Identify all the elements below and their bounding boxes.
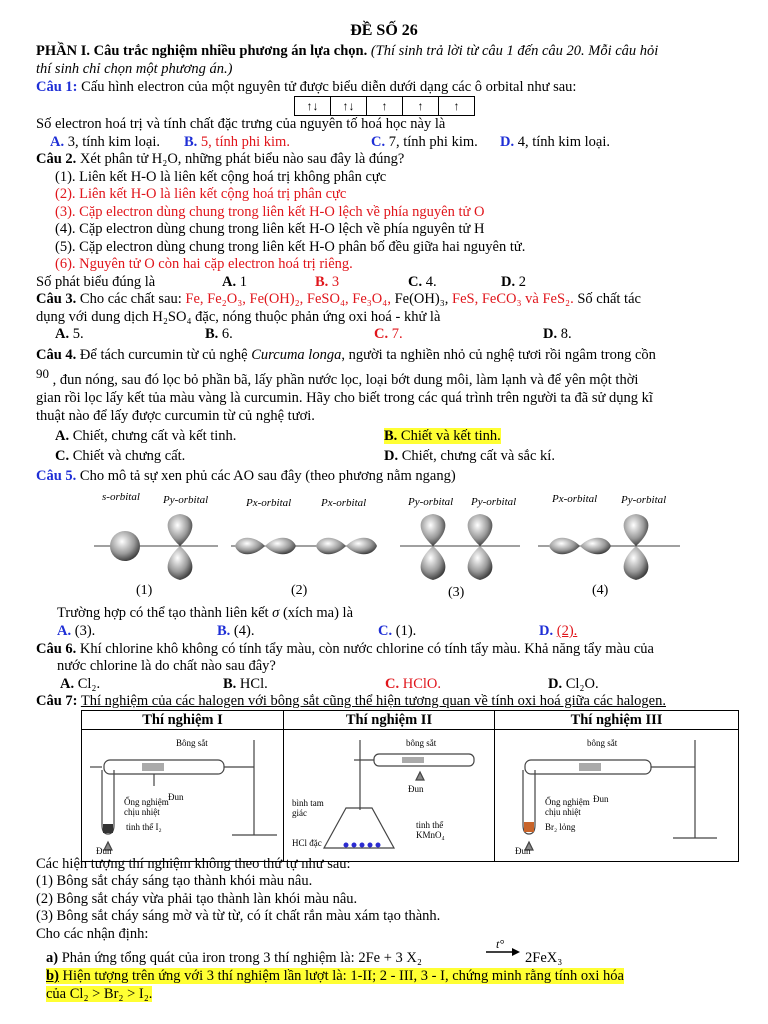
q4-option-a[interactable]: A. Chiết, chưng cất và kết tinh. bbox=[55, 428, 237, 444]
reaction-product: 2FeX₃ bbox=[525, 950, 563, 966]
q3-line2: dụng với dung dịch H₂SO₄ đặc, nóng thuộc phản ứng oxi hoá - khử là bbox=[36, 309, 441, 325]
q6-option-a[interactable]: A. Cl₂. bbox=[60, 676, 101, 692]
q5-option-b[interactable]: B. (4). bbox=[217, 623, 255, 639]
q6-option-c[interactable]: C. HClO. bbox=[385, 676, 442, 692]
case-label: (3) bbox=[448, 585, 465, 600]
overlap-case-3 bbox=[421, 514, 493, 580]
q3-chem: Fe(OH)₃, bbox=[394, 291, 449, 307]
svg-text:giác: giác bbox=[292, 808, 307, 818]
q6-option-b[interactable]: B. HCl. bbox=[223, 676, 268, 692]
claim-b-cont: của Cl₂ > Br₂ > I₂. bbox=[46, 986, 153, 1002]
claim-b: b) Hiện tượng trên ứng với 3 thí nghiệm lần lượt là: 1-II; 2 - III, 3 - I, chứng minh rằng tính oxi hóa bbox=[46, 968, 624, 984]
orbital-label: Py-orbital bbox=[471, 496, 517, 508]
q5-option-d[interactable]: D. (2). bbox=[539, 623, 578, 639]
svg-text:Đun: Đun bbox=[96, 846, 112, 856]
q2-item: (1). Liên kết H-O là liên kết cộng hoá trị không phân cực bbox=[55, 169, 387, 185]
page-title: ĐỀ SỐ 26 bbox=[350, 22, 418, 39]
q2-option-a[interactable]: A. 1 bbox=[222, 274, 247, 290]
experiment-header: Thí nghiệm III bbox=[495, 711, 739, 730]
q2-item: (2). Liên kết H-O là liên kết cộng hoá trị phân cực bbox=[55, 186, 347, 202]
overlap-case-1 bbox=[110, 514, 192, 580]
q4-line4: thuật nào để lấy được curcumin từ củ nghệ tươi. bbox=[36, 408, 315, 424]
q6-line1: Câu 6. Khí chlorine khô không có tính tẩy màu, còn nước chlorine có tính tẩy màu. Khả năng tẩy màu của bbox=[36, 641, 654, 657]
orbital-label: Py-orbital bbox=[408, 496, 454, 508]
q3-option-b[interactable]: B. 6. bbox=[205, 326, 233, 342]
q5-stem: Trường hợp có thể tạo thành liên kết σ (xích ma) là bbox=[57, 605, 354, 621]
orbital-box: ↑ bbox=[453, 99, 460, 113]
q1-option-c[interactable]: C. 7, tính phi kim. bbox=[371, 134, 478, 150]
svg-text:Đun: Đun bbox=[593, 794, 609, 804]
q1-option-a[interactable]: A. 3, tính kim loại. bbox=[50, 134, 160, 150]
q2-option-b[interactable]: B. 3 bbox=[315, 274, 340, 290]
q2-item: (3). Cặp electron dùng chung trong liên kết H-O lệch về phía nguyên tử O bbox=[55, 204, 485, 220]
q1-option-d[interactable]: D. 4, tính kim loại. bbox=[500, 134, 610, 150]
orbital-diagram bbox=[294, 96, 475, 116]
svg-text:Ống nghiệm: Ống nghiệm bbox=[545, 797, 590, 807]
q3-option-d[interactable]: D. 8. bbox=[543, 326, 572, 342]
phenomenon-item: (3) Bông sắt cháy sáng mờ và từ từ, có ít chất rắn màu xám tạo thành. bbox=[36, 908, 441, 924]
phenomenon-item: (2) Bông sắt cháy vừa phải tạo thành làn khói màu nâu. bbox=[36, 891, 358, 907]
experiment-2-figure bbox=[284, 730, 495, 862]
q3-option-a[interactable]: A. 5. bbox=[55, 326, 84, 342]
experiment-1-figure bbox=[82, 730, 284, 862]
svg-text:bông sắt: bông sắt bbox=[406, 738, 437, 748]
case-label: (4) bbox=[592, 583, 609, 598]
svg-text:KMnO₄: KMnO₄ bbox=[416, 830, 445, 840]
experiment-header: Thí nghiệm I bbox=[82, 711, 284, 730]
q7-line: Câu 7: Thí nghiệm của các halogen với bông sắt cũng thể hiện tương quan về tính oxi hoá giữa các halogen. bbox=[36, 693, 666, 709]
phenomenon-item: (1) Bông sắt cháy sáng tạo thành khói màu nâu. bbox=[36, 873, 313, 889]
part1-label: PHẦN I. Câu trắc nghiệm nhiều phương án lựa chọn. bbox=[36, 43, 368, 59]
q1-label: Câu 1: bbox=[36, 79, 78, 95]
svg-text:Đun: Đun bbox=[168, 792, 184, 802]
svg-text:Bông sắt: Bông sắt bbox=[176, 738, 208, 748]
q5-option-c[interactable]: C. (1). bbox=[378, 623, 417, 639]
q3-chems-2: FeS, FeCO₃ và FeS₂. bbox=[452, 291, 574, 307]
overlap-case-4 bbox=[549, 514, 648, 580]
svg-text:bình tam: bình tam bbox=[292, 798, 324, 808]
q2-line bbox=[36, 151, 404, 168]
svg-text:tinh thể I₂: tinh thể I₂ bbox=[126, 822, 162, 832]
q2-item: (4). Cặp electron dùng chung trong liên kết H-O lệch về phía nguyên tử H bbox=[55, 221, 485, 237]
orbital-label: Py-orbital bbox=[163, 494, 209, 506]
orbital-label: Px-orbital bbox=[552, 493, 598, 505]
svg-text:Đun: Đun bbox=[408, 784, 424, 794]
orbital-box: ↑ bbox=[367, 97, 403, 115]
case-label: (2) bbox=[291, 583, 308, 598]
orbital-label: s-orbital bbox=[102, 491, 140, 503]
svg-text:Ống nghiệm: Ống nghiệm bbox=[124, 797, 169, 807]
apparatus-2-diagram bbox=[284, 730, 494, 856]
q1-stem: Số electron hoá trị và tính chất đặc trưng của nguyên tố hoá học này là bbox=[36, 116, 446, 132]
q1-text: Cấu hình electron của một nguyên tử được biểu diễn dưới dạng các ô orbital như sau: bbox=[81, 79, 577, 95]
q1-line bbox=[36, 79, 576, 96]
orbital-label: Py-orbital bbox=[621, 494, 667, 506]
q4-line3: gian rồi lọc lấy kết tủa màu vàng là curcumin. Hãy cho biết trong các quá trình trên người ta đã sử dụng kĩ bbox=[36, 390, 653, 406]
part1-note: (Thí sinh trả lời từ câu 1 đến câu 20. Mỗi câu hỏi bbox=[370, 43, 659, 59]
svg-text:chịu nhiệt: chịu nhiệt bbox=[545, 807, 581, 817]
part1-note-cont: thí sinh chỉ chọn một phương án.) bbox=[36, 61, 233, 77]
experiment-header: Thí nghiệm II bbox=[284, 711, 495, 730]
svg-text:Br₂ lỏng: Br₂ lỏng bbox=[545, 822, 576, 832]
reaction-arrow-icon: t° bbox=[486, 938, 522, 962]
case-label: (1) bbox=[136, 583, 153, 598]
q2-label: Câu 2. bbox=[36, 151, 77, 167]
q2-text: Xét phân tử H₂O, những phát biểu nào sau đây là đúng? bbox=[79, 151, 405, 167]
orbital-box: ↑↓ bbox=[331, 97, 367, 115]
svg-text:tinh thể: tinh thể bbox=[416, 820, 444, 830]
q5-line: Câu 5. Cho mô tả sự xen phủ các AO sau đây (theo phương nằm ngang) bbox=[36, 468, 456, 484]
svg-text:Đun: Đun bbox=[515, 846, 531, 856]
orbital-overlap-figure bbox=[88, 486, 688, 602]
orbital-label: Px-orbital bbox=[246, 497, 292, 509]
part1-header bbox=[36, 43, 658, 60]
sigma-symbol: σ bbox=[272, 605, 280, 621]
svg-text:bông sắt: bông sắt bbox=[587, 738, 618, 748]
q2-option-c[interactable]: C. 4. bbox=[408, 274, 437, 290]
q4-line2: 90 , đun nóng, sau đó lọc bỏ phần bã, lấy phần nước lọc, loại bớt dung môi, làm lạnh và để yên một thời bbox=[36, 366, 639, 388]
q3-chems-1: Fe, Fe₂O₃, Fe(OH)₂, FeSO₄, Fe₃O₄, bbox=[185, 291, 391, 307]
q6-option-d[interactable]: D. Cl₂O. bbox=[548, 676, 599, 692]
orbital-label: Px-orbital bbox=[321, 497, 367, 509]
apparatus-1-diagram bbox=[82, 730, 283, 856]
q2-stem: Số phát biểu đúng là bbox=[36, 274, 156, 290]
q1-option-b[interactable]: B. 5, tính phi kim. bbox=[184, 134, 290, 150]
q4-option-c[interactable]: C. Chiết và chưng cất. bbox=[55, 448, 186, 464]
q3-option-c[interactable]: C. 7. bbox=[374, 326, 403, 342]
orbital-box: ↑↓ bbox=[295, 97, 331, 115]
q4-line1: Câu 4. Để tách curcumin từ củ nghệ Curcuma longa, người ta nghiền nhỏ củ nghệ tươi rồi ngâm trong cồn bbox=[36, 347, 656, 363]
q6-line2: nước chlorine là do chất nào sau đây? bbox=[57, 658, 276, 674]
q2-option-d[interactable]: D. 2 bbox=[501, 274, 526, 290]
q5-option-a[interactable]: A. (3). bbox=[57, 623, 96, 639]
experiment-3-figure bbox=[495, 730, 739, 862]
q3-line: Câu 3. Cho các chất sau: Fe, Fe₂O₃, Fe(OH)₂, FeSO₄, Fe₃O₄, Fe(OH)₃, FeS, FeCO₃ và FeS₂. Số chất tác bbox=[36, 291, 641, 307]
q7-intro: Các hiện tượng thí nghiệm không theo thứ tự như sau: bbox=[36, 856, 351, 872]
svg-text:chịu nhiệt: chịu nhiệt bbox=[124, 807, 160, 817]
svg-text:HCl đặc: HCl đặc bbox=[292, 838, 322, 848]
q2-item: (5). Cặp electron dùng chung trong liên kết H-O phân bố đều giữa hai nguyên tử. bbox=[55, 239, 526, 255]
claims-intro: Cho các nhận định: bbox=[36, 926, 149, 942]
apparatus-3-diagram bbox=[495, 730, 738, 856]
q4-option-d[interactable]: D. Chiết, chưng cất và sắc kí. bbox=[384, 448, 555, 464]
experiment-table bbox=[81, 710, 739, 862]
claim-a: a) Phản ứng tổng quát của iron trong 3 thí nghiệm là: 2Fe + 3 X₂ bbox=[46, 950, 422, 966]
orbital-box: ↑ bbox=[403, 97, 439, 115]
q4-option-b[interactable]: B. Chiết và kết tinh. bbox=[384, 428, 501, 444]
q2-item: (6). Nguyên tử O còn hai cặp electron hoá trị riêng. bbox=[55, 256, 353, 272]
